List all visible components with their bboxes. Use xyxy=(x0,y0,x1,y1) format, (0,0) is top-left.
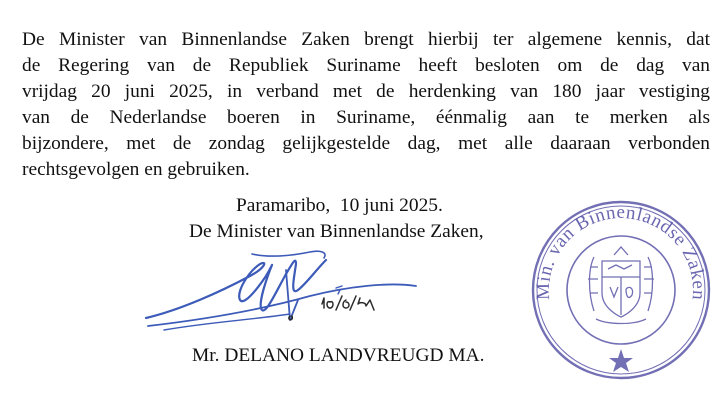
paragraph-line: de Regering van de Republiek Suriname heeft besloten om de dag van xyxy=(22,55,710,76)
announcement-paragraph xyxy=(22,27,710,183)
minister-name: Mr. DELANO LANDVREUGD MA. xyxy=(192,345,485,366)
paragraph-line: bijzondere, met de zondag gelijkgestelde dag, met alle daaraan verbonden xyxy=(22,133,710,154)
paragraph-line: vrijdag 20 juni 2025, in verband met de herdenking van 180 jaar vestiging xyxy=(22,81,710,102)
handwritten-signature xyxy=(140,230,470,340)
place-and-date: Paramaribo, 10 juni 2025. xyxy=(236,195,443,216)
official-stamp xyxy=(528,197,714,383)
minister-title: De Minister van Binnenlandse Zaken, xyxy=(189,221,484,242)
svg-text:Min. van Binnenlandse Zaken: Min. van Binnenlandse Zaken xyxy=(532,202,710,301)
paragraph-line: van de Nederlandse boeren in Suriname, éénmalig aan te merken als xyxy=(22,107,710,128)
paragraph-line: rechtsgevolgen en gebruiken. xyxy=(22,159,250,180)
paragraph-line: De Minister van Binnenlandse Zaken brengt hierbij ter algemene kennis, dat xyxy=(22,29,710,50)
